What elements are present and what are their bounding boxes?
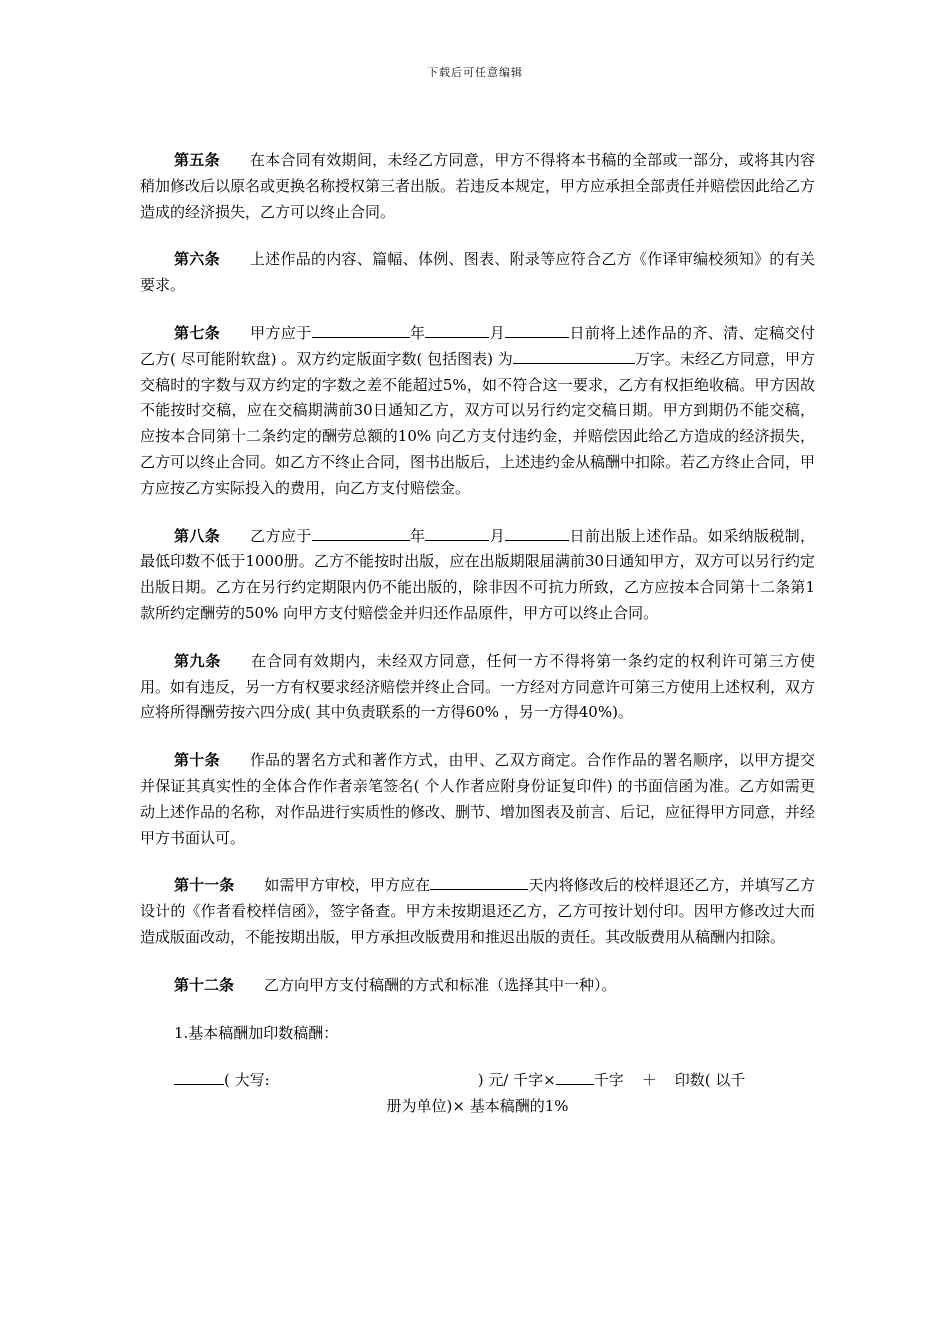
month-blank[interactable] [425, 524, 489, 541]
thousand-words-blank[interactable] [556, 1068, 594, 1085]
article-6 [140, 247, 815, 299]
article-text: 天内将修改后的校样退还乙方，并填写乙方设计的《作者看校样信函》，签字备查。甲方未按期退还乙方，乙方可按计划付印。因甲方修改过大而造成版面改动，不能按期出版，甲方承担改版费用和推迟出版的责任。其改版费用从稿酬内扣除。 [140, 876, 815, 946]
article-label: 第十一条 [174, 876, 235, 895]
article-10 [140, 748, 815, 851]
day-blank[interactable] [505, 524, 569, 541]
royalty-formula [174, 1068, 815, 1094]
word-count-blank[interactable] [513, 347, 635, 364]
article-11 [140, 873, 815, 950]
day-blank[interactable] [505, 321, 569, 338]
article-12 [140, 973, 815, 999]
days-blank[interactable] [430, 873, 528, 890]
article-text: 日前将上述作品的齐、清、定稿交付乙方( 尽可能附软盘) 。双方约定版面字数( 包括图表) 为 [140, 323, 815, 368]
article-label: 第五条 [174, 151, 220, 169]
article-text: 年 [409, 526, 426, 545]
year-blank[interactable] [312, 524, 410, 541]
article-text: 万字。未经乙方同意，甲方交稿时的字数与双方约定的字数之差不能超过5%，如不符合这一要求，乙方有权拒绝收稿。甲方因故不能按时交稿，应在交稿期满前30日通知乙方，双方可以另行约定交稿日期。甲方到期仍不能交稿，应按本合同第十二条约定的酬劳总额的10% 向乙方支付违约金，并赔偿因此给乙方造成的经济损失，乙方可以终止合同。如乙方不终止合同，图书出版后，上述违约金从稿酬中扣除。若乙方终止合同，甲方应按乙方实际投入的费用，向乙方支付赔偿金。 [140, 349, 816, 497]
article-text: 月 [489, 323, 506, 342]
article-label: 第十条 [174, 751, 220, 770]
article-text: 月 [489, 526, 506, 545]
article-8 [140, 524, 815, 627]
article-text: 上述作品的内容、篇幅、体例、图表、附录等应符合乙方《作译审编校须知》的有关要求。 [140, 250, 815, 295]
article-5 [140, 148, 815, 225]
payment-item-1: 1.基本稿酬加印数稿酬： [174, 1023, 339, 1042]
article-label: 第九条 [174, 651, 222, 670]
article-text: 在合同有效期内，未经双方同意，任何一方不得将第一条约定的权利许可第三方使用。如有违反，另一方有权要求经济赔偿并终止合同。一方经对方同意许可第三方使用上述权利，双方应将所得酬劳按六四分成( 其中负责联系的一方得60% ，另一方得40%)。 [140, 651, 816, 722]
article-text: 作品的署名方式和著作方式，由甲、乙双方商定。合作作品的署名顺序，以甲方提交并保证其真实性的全体合作作者亲笔签名( 个人作者应附身份证复印件) 的书面信函为准。乙方如需更动上述作品的名称，对作品进行实质性的修改、删节、增加图表及前言、后记，应征得甲方同意，并经甲方书面认可。 [140, 751, 816, 847]
article-9 [140, 649, 815, 726]
article-label: 第十二条 [174, 975, 235, 994]
base-rate-blank[interactable] [174, 1068, 224, 1085]
article-text: 乙方应于 [250, 526, 312, 545]
formula-text: 千字 [593, 1071, 624, 1090]
article-text: 年 [409, 323, 426, 342]
article-label: 第六条 [174, 250, 220, 269]
article-7 [140, 321, 815, 502]
formula-text: 印数( 以千 [674, 1071, 746, 1090]
article-label: 第八条 [174, 526, 221, 545]
article-text: 乙方向甲方支付稿酬的方式和标准（选择其中一种）。 [264, 975, 617, 994]
article-text: 日前出版上述作品。如采纳版税制，最低印数不低于1000册。乙方不能按时出版，应在出版期限届满前30日通知甲方，双方可以另行约定出版日期。乙方在另行约定期限内仍不能出版的，除非因不可抗力所致，乙方应按本合同第十二条第1 款所约定酬劳的50% 向甲方支付赔偿金并归还作品原件，甲方可以终止合同。 [140, 526, 815, 622]
royalty-formula-line2: 册为单位)× 基本稿酬的1% [386, 1097, 569, 1116]
plus-sign: ＋ [641, 1071, 657, 1090]
article-text: 甲方应于 [250, 323, 312, 342]
page-header: 下载后可任意编辑 [427, 66, 523, 79]
article-text: 如需甲方审校，甲方应在 [264, 876, 431, 895]
article-text: 在本合同有效期间，未经乙方同意，甲方不得将本书稿的全部或一部分，或将其内容稍加修改后以原名或更换名称授权第三者出版。若违反本规定，甲方应承担全部责任并赔偿因此给乙方造成的经济损失，乙方可以终止合同。 [140, 151, 816, 221]
article-label: 第七条 [174, 323, 221, 342]
month-blank[interactable] [425, 321, 489, 338]
formula-text: ( 大写: [224, 1071, 270, 1090]
contract-body [140, 148, 815, 1120]
year-blank[interactable] [312, 321, 410, 338]
formula-text: ) 元/ 千字× [477, 1071, 556, 1090]
